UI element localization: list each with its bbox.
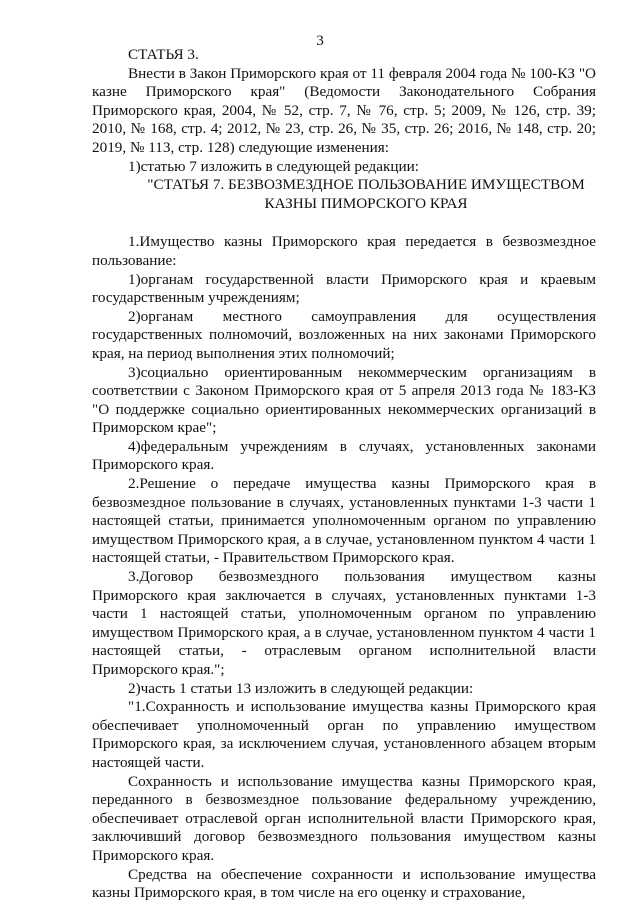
paragraph: Средства на обеспечение сохранности и использование имущества казны Приморского края, в том числе на его оценку и страхование, — [92, 865, 596, 902]
paragraph: 3.Договор безвозмездного пользования имуществом казны Приморского края заключается в случаях, установленных пунктами 1-3 части 1 настоящей статьи, уполномоченным органом по управлению имуществом Приморского края, а в случае, установленном пунктом 4 части 1 настоящей статьи, - отраслевым органом исполнительной власти Приморского края."; — [92, 568, 596, 678]
paragraph: Сохранность и использование имущества казны Приморского края, переданного в безвозмездное пользование федеральному учреждению, обеспечивает отраслевой орган исполнительной власти Приморского края, заключивший договор безвозмездного пользования имуществом казны Приморского края. — [92, 772, 596, 864]
page-number: 3 — [316, 32, 324, 49]
paragraph: 2.Решение о передаче имущества казны Приморского края в безвозмездное пользование в случаях, установленных пунктами 1-3 части 1 настоящей статьи, принимается уполномоченным органом по управлению имуществом Приморского края, а в случае, установленном пунктом 4 части 1 настоящей статьи, - Правительством Приморского края. — [92, 475, 596, 567]
paragraph: 4)федеральным учреждениям в случаях, установленных законами Приморского края. — [92, 437, 596, 474]
article-label: СТАТЬЯ 3. — [128, 46, 199, 63]
paragraph: 2)органам местного самоуправления для осуществления государственных полномочий, возложенных на них законами Приморского края, на период выполнения этих полномочий; — [92, 307, 596, 362]
spacer — [92, 213, 596, 233]
paragraph: 3)социально ориентированным некоммерческим организациям в соответствии с Законом Приморского края от 5 апреля 2013 года № 183-КЗ "О поддержке социально ориентированных некоммерческих организаций в Приморском крае"; — [92, 363, 596, 437]
article-7-title-line-1: "СТАТЬЯ 7. БЕЗВОЗМЕЗДНОЕ ПОЛЬЗОВАНИЕ ИМУЩЕСТВОМ — [147, 176, 585, 194]
paragraph: 1)органам государственной власти Приморского края и краевым государственным учреждениям; — [92, 270, 596, 307]
document-body — [92, 46, 596, 903]
paragraph: "1.Сохранность и использование имущества казны Приморского края обеспечивает уполномоченный орган по управлению имуществом Приморского края, за исключением случая, установленного абзацем вторым настоящей части. — [92, 698, 596, 771]
item-1-intro: 1)статью 7 изложить в следующей редакции: — [128, 157, 420, 175]
article-7-title-line-2: КАЗНЫ ПИМОРСКОГО КРАЯ — [264, 194, 468, 212]
paragraph: 2)часть 1 статьи 13 изложить в следующей редакции: — [128, 679, 474, 697]
intro-paragraph: Внести в Закон Приморского края от 11 февраля 2004 года № 100-КЗ "О казне Приморского края" (Ведомости Законодательного Собрания Приморского края, 2004, № 52, стр. 7, № 76, стр. 5; 2009, № 126, стр. 39; 2010, № 168, стр. 4; 2012, № 23, стр. 26, № 35, стр. 26; 2016, № 148, стр. 20; 2019, № 113, стр. 128) следующие изменения: — [92, 64, 596, 156]
paragraph: 1.Имущество казны Приморского края передается в безвозмездное пользование: — [92, 233, 596, 269]
